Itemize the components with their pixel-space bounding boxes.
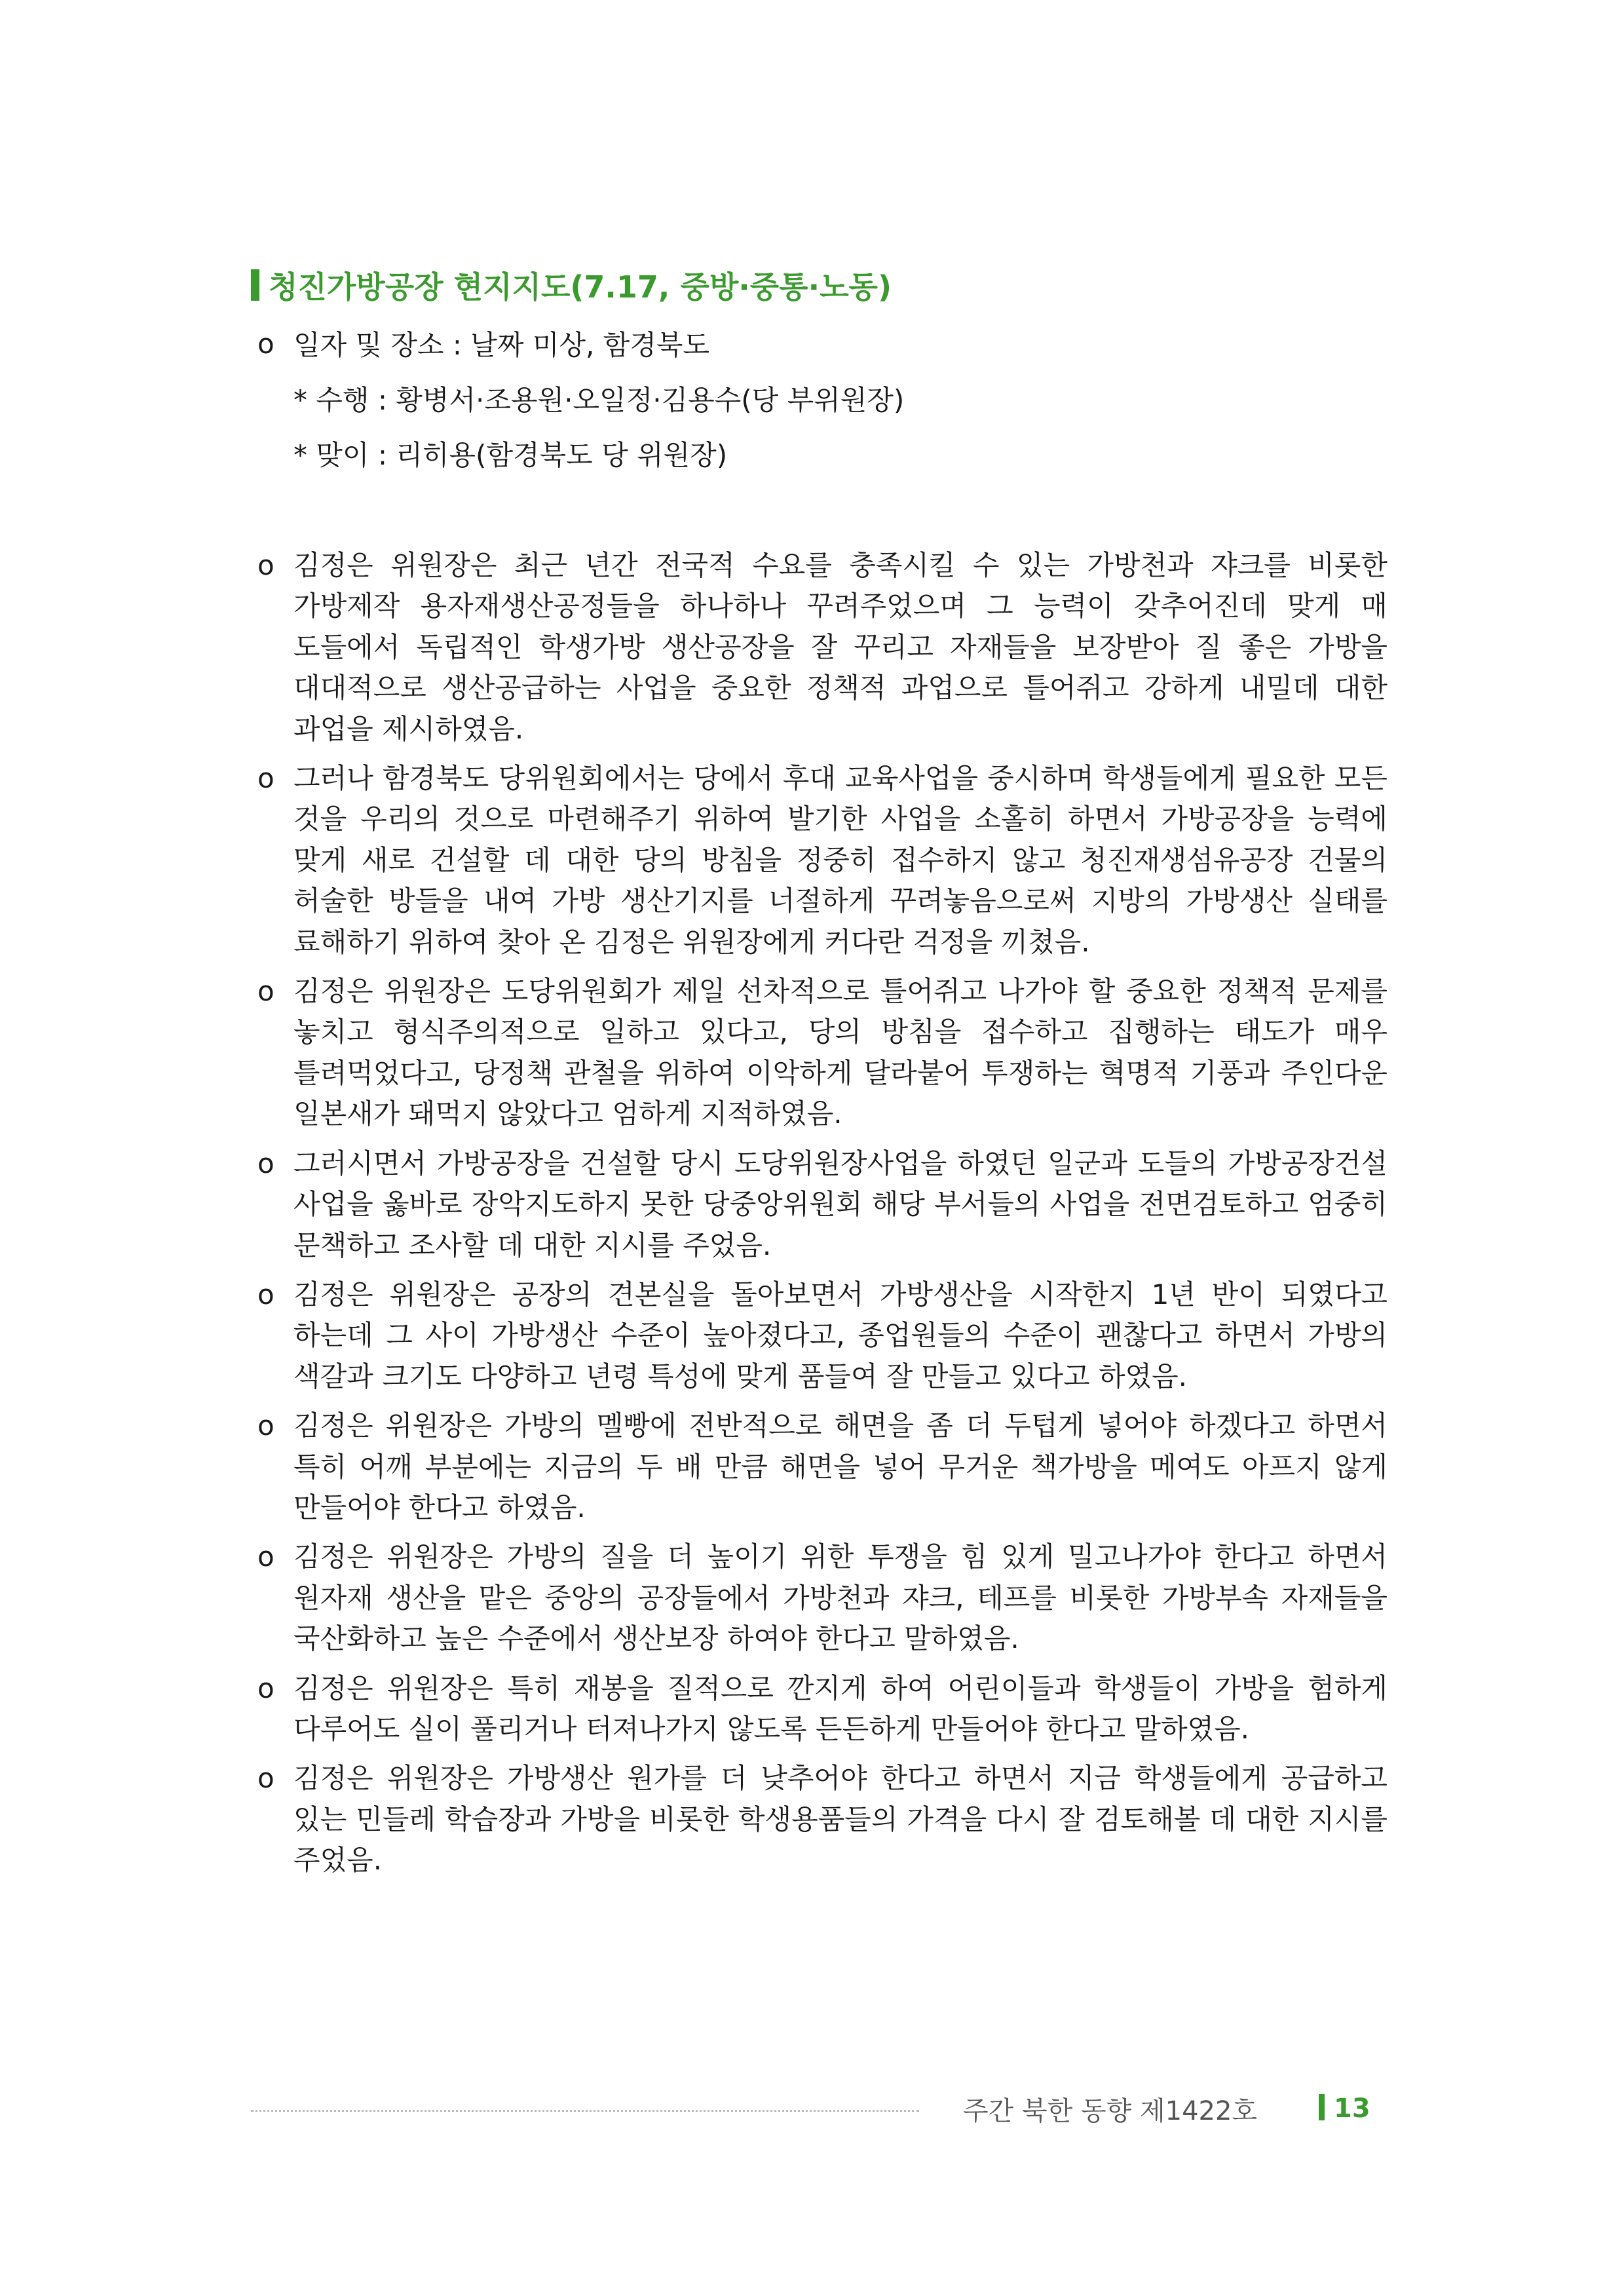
heading-marker-bar: [251, 269, 259, 301]
bullet-marker: o: [257, 327, 274, 360]
bullet-marker: o: [257, 975, 274, 1008]
paragraph: [257, 1274, 1388, 1397]
event-meta: [257, 316, 1404, 481]
bullet-marker: o: [257, 1409, 274, 1442]
paragraph: [257, 1143, 1388, 1266]
paragraph-text: 김정은 위원장은 특히 재봉을 질적으로 깐지게 하여 어린이들과 학생들이 가방을 험하게 다루어도 실이 풀리거나 터져나가지 않도록 든든하게 만들어야 한다고 말하였음.: [293, 1672, 1388, 1745]
bullet-marker: o: [257, 1147, 274, 1179]
paragraph: [257, 1668, 1388, 1750]
paragraph-text: 김정은 위원장은 가방의 멜빵에 전반적으로 해면을 좀 더 두텁게 넣어야 하겠다고 하면서 특히 어깨 부분에는 지금의 두 배 만큼 해면을 넣어 무거운 책가방을 메여도 아프지 않게 만들어야 한다고 하였음.: [293, 1409, 1388, 1523]
date-place-text: 일자 및 장소 : 날짜 미상, 함경북도: [293, 329, 710, 361]
paragraph-text: 그러시면서 가방공장을 건설할 당시 도당위원장사업을 하였던 일군과 도들의 가방공장건설 사업을 옳바로 장악지도하지 못한 당중앙위원회 해당 부서들의 사업을 전면검토하고 엄중히 문책하고 조사할 데 대한 지시를 주었음.: [293, 1147, 1388, 1261]
paragraph-text: 김정은 위원장은 가방의 질을 더 높이기 위한 투쟁을 힘 있게 밀고나가야 한다고 하면서 원자재 생산을 맡은 중앙의 공장들에서 가방천과 쟈크, 테프를 비롯한 가방부속 자재들을 국산화하고 높은 수준에서 생산보장 하여야 한다고 말하였음.: [293, 1540, 1388, 1655]
paragraph-text: 김정은 위원장은 도당위원회가 제일 선차적으로 틀어쥐고 나가야 할 중요한 정책적 문제를 놓치고 형식주의적으로 일하고 있다고, 당의 방침을 접수하고 집행하는 태도가 매우 틀려먹었다고, 당정책 관철을 위하여 이악하게 달라붙어 투쟁하는 혁명적 기풍과 주인다운 일본새가 돼먹지 않았다고 엄하게 지적하였음.: [293, 975, 1388, 1130]
paragraph-text: 그러나 함경북도 당위원회에서는 당에서 후대 교육사업을 중시하며 학생들에게 필요한 모든 것을 우리의 것으로 마련해주기 위하여 발기한 사업을 소홀히 하면서 가방공장을 능력에 맞게 새로 건설할 데 대한 당의 방침을 정중히 접수하지 않고 청진재생섬유공장 건물의 허술한 방들을 내여 가방 생산기지를 너절하게 꾸려놓음으로써 지방의 가방생산 실태를 료해하기 위하여 찾아 온 김정은 위원장에게 커다란 걱정을 끼쳤음.: [293, 762, 1388, 958]
page-number: 13: [1334, 2094, 1370, 2124]
bullet-marker: o: [257, 762, 274, 795]
meta-greeter: [257, 426, 1404, 481]
paragraph: [257, 971, 1388, 1135]
greeter-text: * 맞이 : 리히용(함경북도 당 위원장): [293, 439, 728, 471]
publication-name: 주간 북한 동향 제1422호: [963, 2095, 1258, 2126]
paragraph-text: 김정은 위원장은 공장의 견본실을 돌아보면서 가방생산을 시작한지 1년 반이 되였다고 하는데 그 사이 가방생산 수준이 높아졌다고, 종업원들의 수준이 괜찮다고 하면서 가방의 색갈과 크기도 다양하고 년령 특성에 맞게 품들여 잘 만들고 있다고 하였음.: [293, 1278, 1388, 1392]
paragraph: [257, 1758, 1388, 1881]
footer-dotted-divider: [251, 2110, 919, 2112]
bullet-marker: o: [257, 1672, 274, 1704]
meta-entourage: [257, 371, 1404, 426]
footer-marker-bar: [1319, 2094, 1325, 2120]
paragraph-text: 김정은 위원장은 가방생산 원가를 더 낮추어야 한다고 하면서 지금 학생들에게 공급하고 있는 민들레 학습장과 가방을 비롯한 학생용품들의 가격을 다시 잘 검토해볼 데 대한 지시를 주었음.: [293, 1762, 1388, 1877]
section-heading: [251, 262, 1430, 308]
paragraph: [257, 1537, 1388, 1659]
article-body: [257, 545, 1388, 1890]
meta-date-place: [257, 316, 1404, 371]
bullet-marker: o: [257, 1540, 274, 1573]
bullet-marker: o: [257, 1278, 274, 1311]
paragraph: [257, 1406, 1388, 1528]
entourage-text: * 수행 : 황병서·조용원·오일정·김용수(당 부위원장): [293, 384, 905, 416]
paragraph: [257, 758, 1388, 963]
section-title: 청진가방공장 현지지도(7.17, 중방·중통·노동): [269, 269, 892, 305]
bullet-marker: o: [257, 1762, 274, 1795]
bullet-marker: o: [257, 549, 274, 581]
paragraph: [257, 545, 1388, 750]
paragraph-text: 김정은 위원장은 최근 년간 전국적 수요를 충족시킬 수 있는 가방천과 쟈크를 비롯한 가방제작 용자재생산공정들을 하나하나 꾸려주었으며 그 능력이 갖추어진데 맞게 매 도들에서 독립적인 학생가방 생산공장을 잘 꾸리고 자재들을 보장받아 질 좋은 가방을 대대적으로 생산공급하는 사업을 중요한 정책적 과업으로 틀어쥐고 강하게 내밀데 대한 과업을 제시하였음.: [293, 549, 1388, 745]
